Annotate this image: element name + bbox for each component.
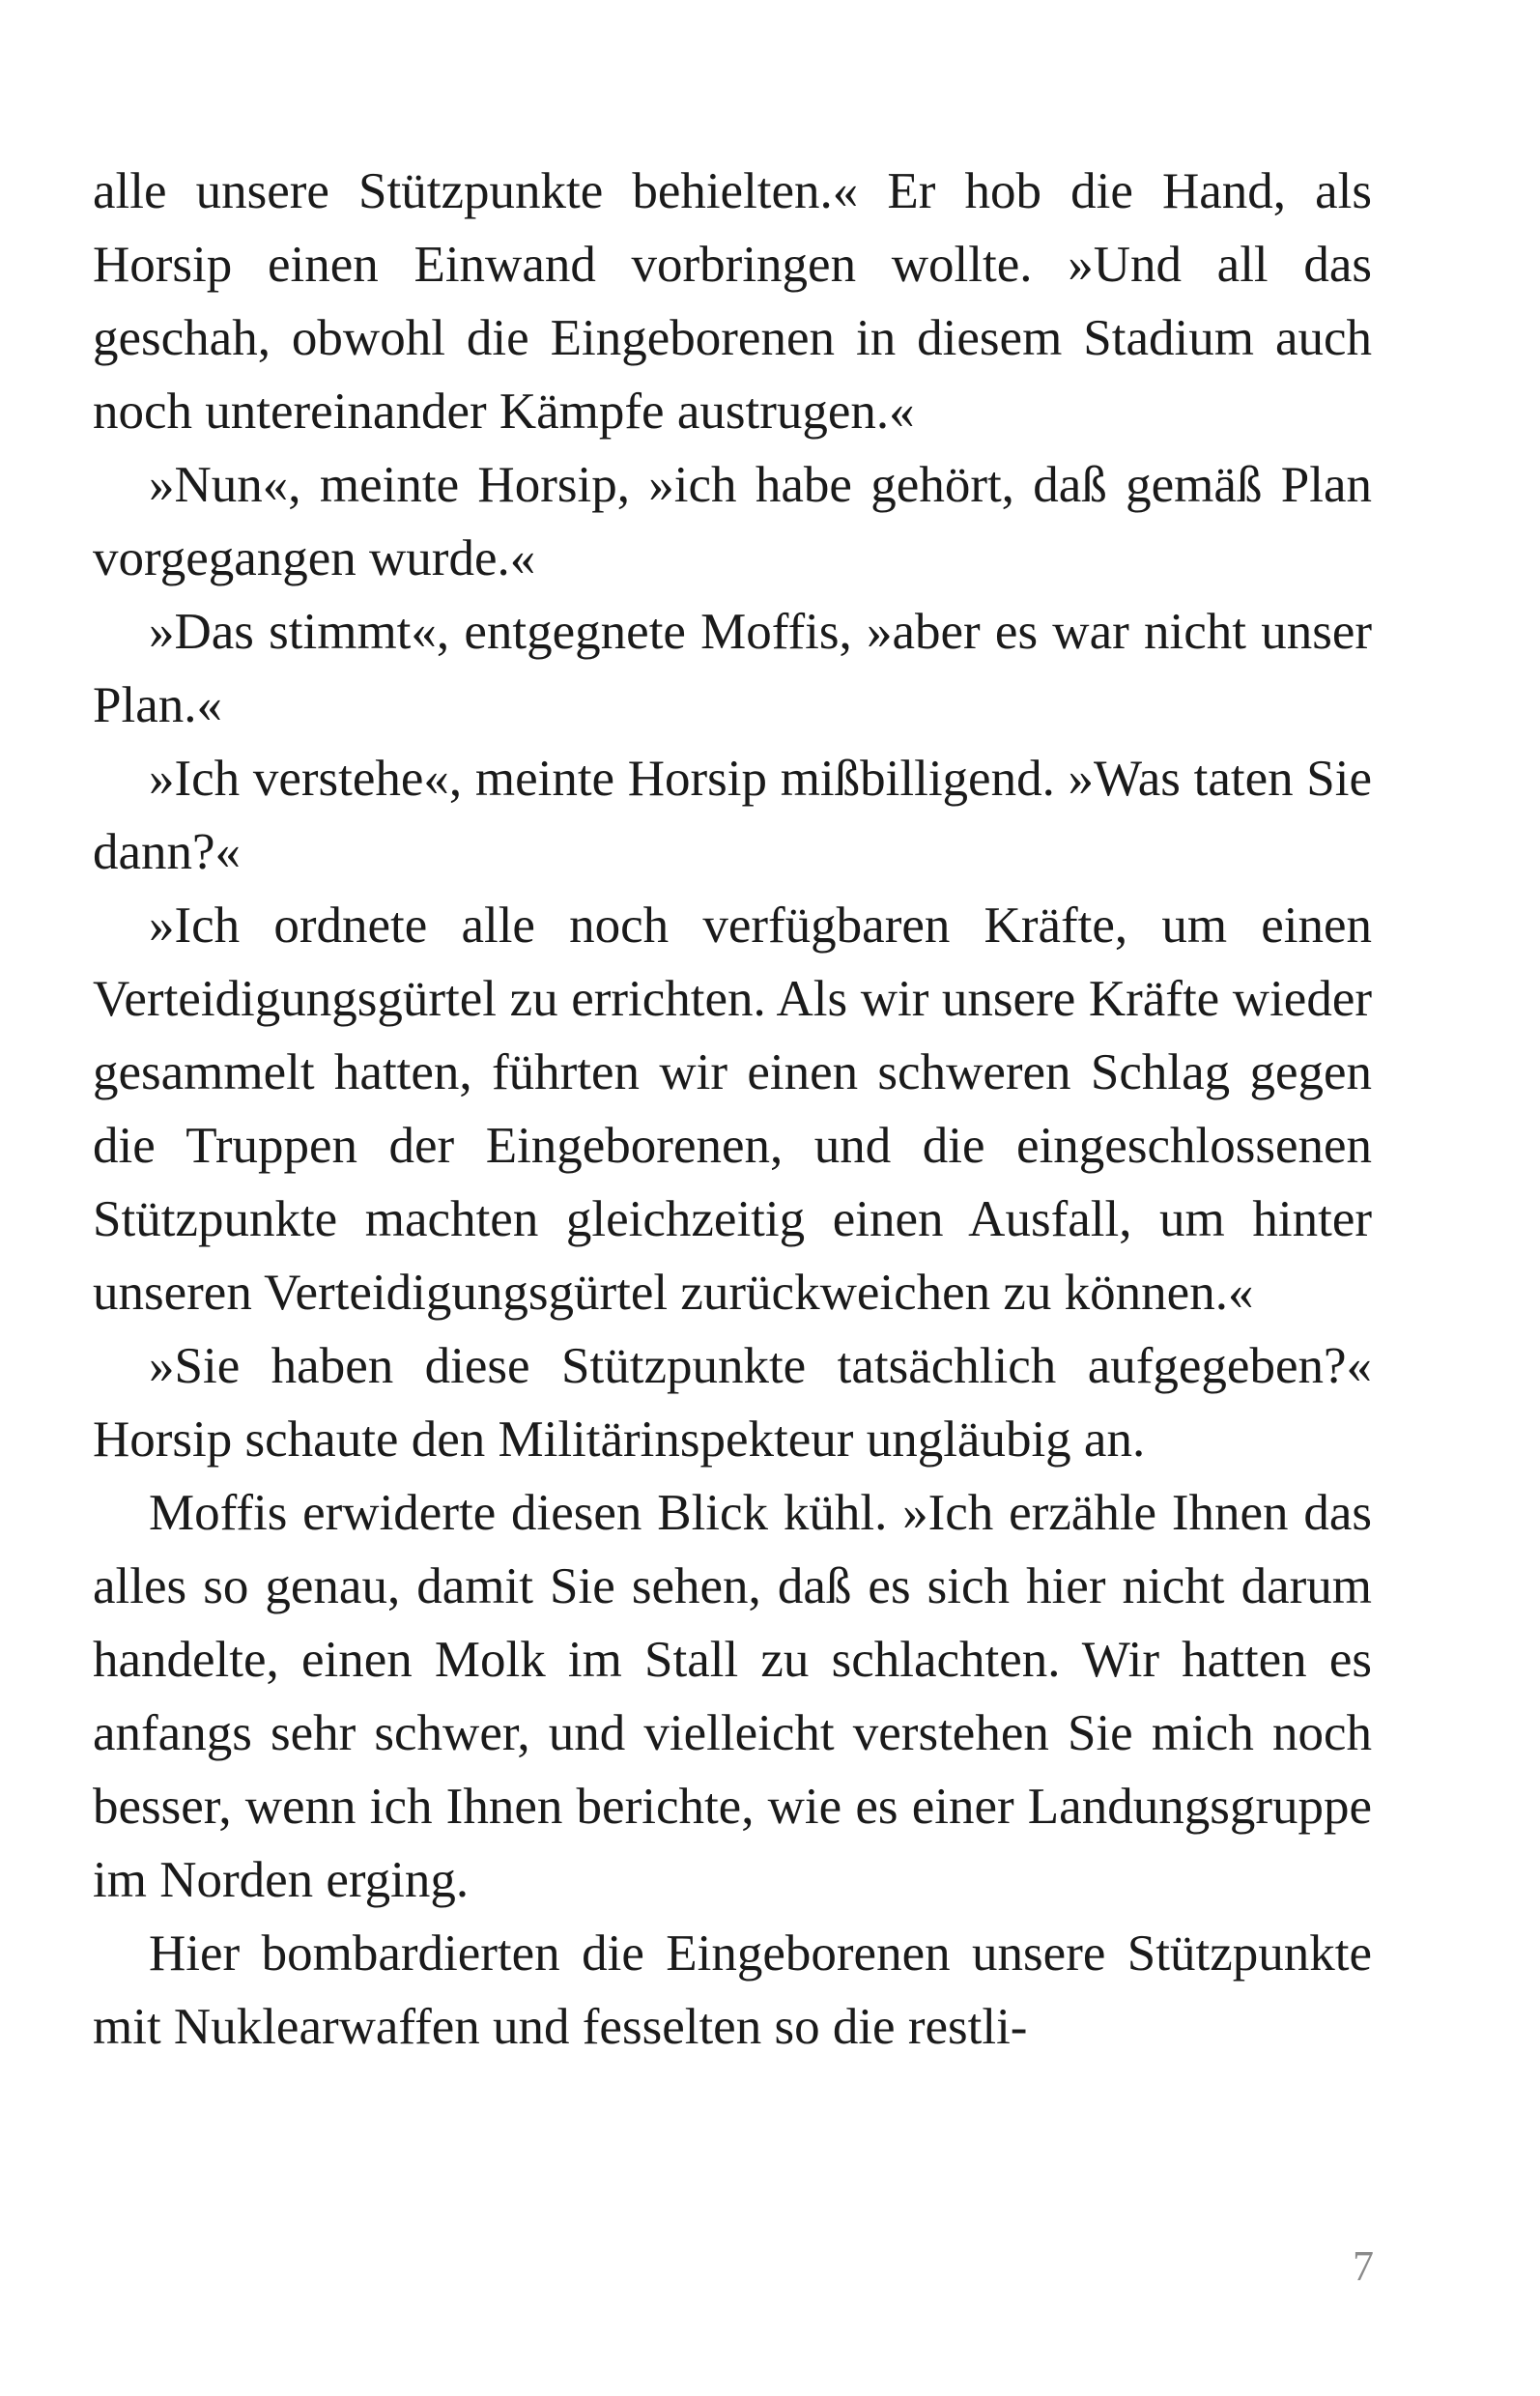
paragraph-8: Hier bombardierten die Eingeborenen unsere Stützpunkte mit Nuklearwaffen und fesselten so die restli-	[93, 1925, 1372, 2055]
paragraph-5: »Ich ordnete alle noch verfügbaren Kräfte, um einen Verteidigungsgürtel zu errichten. Als wir unsere Kräfte wieder gesammelt hatten, führten wir einen schweren Schlag gegen die Truppen der Eingeborenen, und die eingeschlossenen Stützpunkte machten gleichzeitig einen Ausfall, um hinter unseren Verteidigungsgürtel zurückweichen zu können.«	[93, 898, 1372, 1321]
paragraph-7: Moffis erwiderte diesen Blick kühl. »Ich erzähle Ihnen das alles so genau, damit Sie sehen, daß es sich hier nicht darum handelte, einen Molk im Stall zu schlachten. Wir hatten es anfangs sehr schwer, und vielleicht verstehen Sie mich noch besser, wenn ich Ihnen berichte, wie es einer Landungsgruppe im Norden erging.	[93, 1485, 1372, 1908]
page-body	[93, 155, 1372, 2064]
paragraph-1: alle unsere Stützpunkte behielten.« Er hob die Hand, als Horsip einen Einwand vorbringen wollte. »Und all das geschah, obwohl die Eingeborenen in diesem Stadium auch noch untereinander Kämpfe austrugen.«	[93, 163, 1372, 440]
paragraph-3: »Das stimmt«, entgegnete Moffis, »aber es war nicht unser Plan.«	[93, 604, 1372, 733]
paragraph-6: »Sie haben diese Stützpunkte tatsächlich aufgegeben?« Horsip schaute den Militärinspekteur ungläubig an.	[93, 1338, 1372, 1468]
paragraph-4: »Ich verstehe«, meinte Horsip mißbilligend. »Was taten Sie dann?«	[93, 751, 1372, 880]
page-number: 7	[1353, 2242, 1374, 2290]
paragraph-2: »Nun«, meinte Horsip, »ich habe gehört, daß gemäß Plan vorgegangen wurde.«	[93, 457, 1372, 586]
